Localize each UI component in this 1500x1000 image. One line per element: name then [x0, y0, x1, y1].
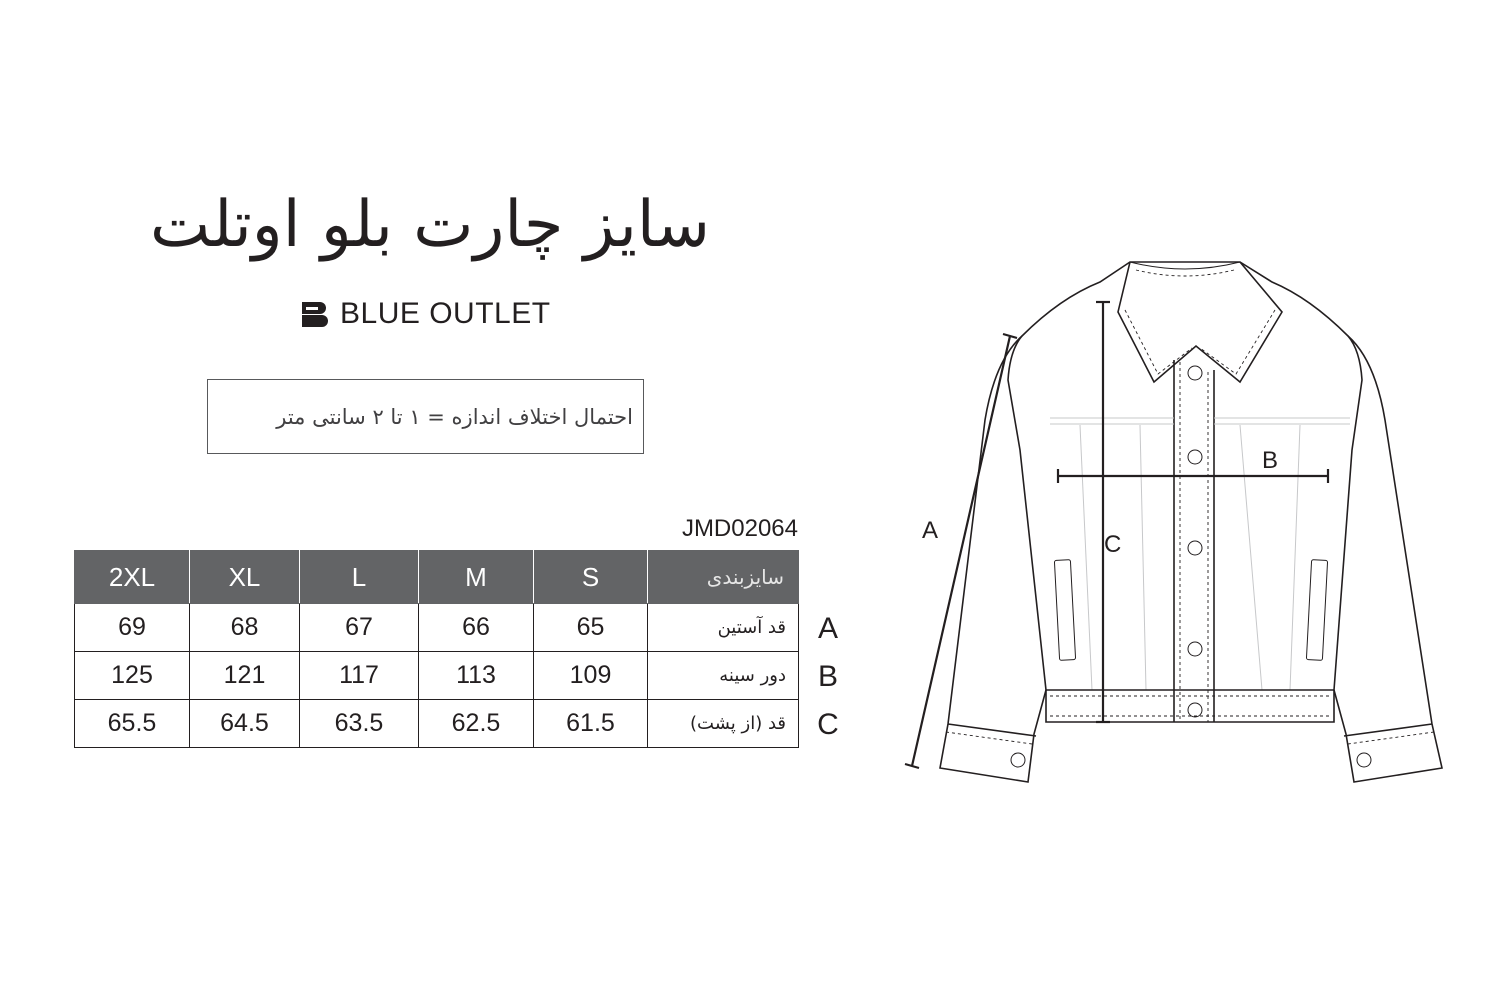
table-cell: 109 — [534, 652, 648, 700]
table-cell: 121 — [190, 652, 300, 700]
page-title: سایز چارت بلو اوتلت — [149, 188, 711, 262]
table-cell: 63.5 — [300, 700, 419, 748]
table-cell: 68 — [190, 604, 300, 652]
tolerance-note: احتمال اختلاف اندازه = ۱ تا ۲ سانتی متر — [276, 404, 633, 429]
table-cell: 65 — [534, 604, 648, 652]
diagram-label-a: A — [922, 517, 939, 544]
blue-outlet-b-logo-icon — [300, 301, 330, 327]
table-cell: 67 — [300, 604, 419, 652]
table-cell: 62.5 — [419, 700, 534, 748]
row-key-a: A — [817, 612, 838, 645]
size-header-xl: XL — [190, 551, 300, 604]
row-key-c: C — [817, 708, 839, 741]
row-key-b: B — [817, 660, 838, 693]
size-header-s: S — [534, 551, 648, 604]
sizing-header-label: سایزبندی — [648, 551, 799, 604]
product-code: JMD02064 — [681, 515, 798, 542]
row-label-sleeve-length: قد آستین — [648, 604, 799, 652]
diagram-label-c: C — [1104, 531, 1122, 558]
size-header-2xl: 2XL — [75, 551, 190, 604]
table-cell: 65.5 — [75, 700, 190, 748]
diagram-label-b: B — [1262, 447, 1279, 474]
size-header-m: M — [419, 551, 534, 604]
brand — [300, 296, 551, 332]
size-table — [74, 550, 799, 748]
table-row — [75, 700, 799, 748]
table-row — [75, 652, 799, 700]
table-cell: 66 — [419, 604, 534, 652]
table-row — [75, 604, 799, 652]
tolerance-note-box — [207, 379, 644, 454]
table-cell: 113 — [419, 652, 534, 700]
row-label-back-length: قد (از پشت) — [648, 700, 799, 748]
row-keys — [808, 605, 848, 749]
table-cell: 64.5 — [190, 700, 300, 748]
table-cell: 117 — [300, 652, 419, 700]
brand-name: BLUE OUTLET — [340, 297, 551, 330]
table-cell: 61.5 — [534, 700, 648, 748]
size-header-row — [75, 551, 799, 604]
denim-jacket-outline-icon — [900, 240, 1460, 800]
table-cell: 69 — [75, 604, 190, 652]
table-cell: 125 — [75, 652, 190, 700]
row-label-chest: دور سینه — [648, 652, 799, 700]
size-header-l: L — [300, 551, 419, 604]
